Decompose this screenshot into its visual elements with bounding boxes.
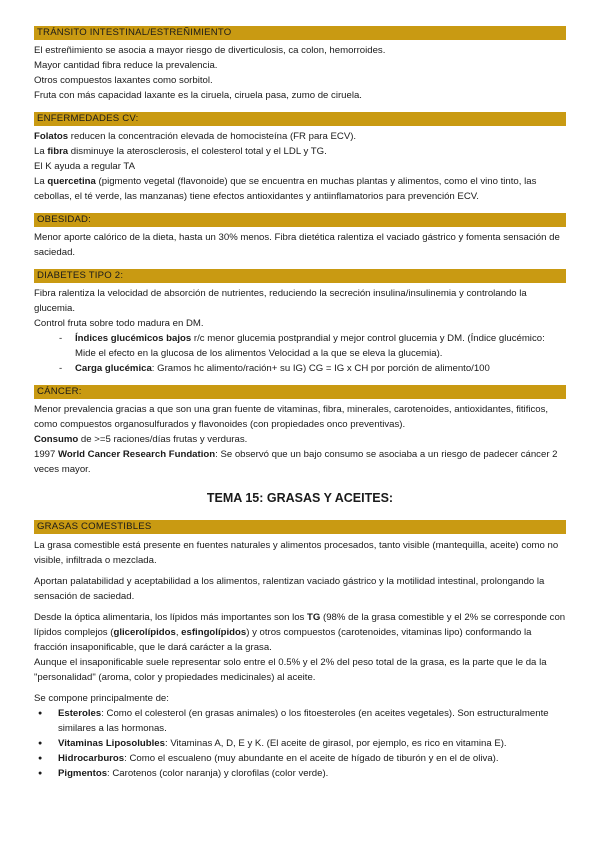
- text-span: : Como el escualeno (muy abundante en el aceite de hígado de tiburón y en el de oliva).: [124, 753, 499, 764]
- bullet-list: [34, 706, 566, 781]
- bold-term: glicerolípidos: [113, 627, 176, 638]
- text-line: Control fruta sobre todo madura en DM.: [34, 318, 204, 329]
- text-line: El K ayuda a regular TA: [34, 161, 135, 172]
- text-line: Otros compuestos laxantes como sorbitol.: [34, 75, 213, 86]
- text-paragraph: Aunque el insaponificable suele representar solo entre el 0.5% y el 2% del peso total de la grasa, es la parte que le da la "personalidad" (aroma, color y propiedades medicinales) al aceite.: [34, 657, 547, 683]
- section-heading: CÁNCER:: [34, 385, 566, 399]
- text-paragraph: Menor aporte calórico de la dieta, hasta un 30% menos. Fibra dietética ralentiza el vaciado gástrico y fomenta sensación de saciedad.: [34, 232, 560, 258]
- section-heading: ENFERMEDADES CV:: [34, 112, 566, 126]
- text-line: [34, 144, 566, 159]
- section-cancer: [34, 385, 566, 477]
- text-line: [34, 432, 566, 447]
- text-span: : Vitaminas A, D, E y K. (El aceite de girasol, por ejemplo, es rico en vitamina E).: [164, 738, 507, 749]
- text-span: disminuye la aterosclerosis, el colesterol total y el LDL y TG.: [68, 146, 327, 157]
- section-obesidad: [34, 213, 566, 260]
- text-paragraph: La grasa comestible está presente en fuentes naturales y alimentos procesados, tanto visible (mantequilla, aceite) como no visible, infiltrada o mezclada.: [34, 540, 559, 566]
- text-span: : Carotenos (color naranja) y clorofilas (color verde).: [107, 768, 329, 779]
- text-paragraph: Fibra ralentiza la velocidad de absorción de nutrientes, reduciendo la secreción insulina/insulinemia y controlando la glucemia.: [34, 288, 527, 314]
- text-paragraph: Menor prevalencia gracias a que son una gran fuente de vitaminas, fibra, minerales, carotenoides, antioxidantes, fitificos, como compuestos organosulfurados y flavonoides (con propiedades onco preventivas).: [34, 404, 549, 430]
- section-heading: GRASAS COMESTIBLES: [34, 520, 566, 534]
- bold-term: Folatos: [34, 131, 69, 142]
- text-span: r/c menor glucemia postprandial y mejor control glucemia y DM. (Índice glucémico: Mide el efecto en la glucosa de los alimentos Velocidad a la que se eleva la glucemia).: [75, 333, 545, 359]
- section-transito: [34, 26, 566, 103]
- bold-term: Pigmentos: [58, 768, 108, 779]
- text-span: de >=5 raciones/días frutas y verduras.: [78, 434, 248, 445]
- bold-term: World Cancer Research Fundation: [58, 449, 216, 460]
- bold-term: Carga glucémica: [75, 363, 152, 374]
- section-heading: OBESIDAD:: [34, 213, 566, 227]
- text-span: ) y otros compuestos (carotenoides, vitaminas lipo) conformando la fracción insaponificable, que le dará carácter a la grasa.: [34, 627, 532, 653]
- bold-term: TG: [307, 612, 321, 623]
- section-heading: DIABETES TIPO 2:: [34, 269, 566, 283]
- text-span: : Gramos hc alimento/ración+ su IG) CG = IG x CH por porción de alimento/100: [151, 363, 490, 374]
- text-span: ,: [175, 627, 182, 638]
- text-span: (98% de la grasa comestible y el 2% se corresponde con lípidos complejos (: [34, 612, 566, 638]
- text-paragraph: Aportan palatabilidad y aceptabilidad a los alimentos, ralentizan vaciado gástrico y la motilidad intestinal, prolongando la sensación de saciedad.: [34, 576, 545, 602]
- bold-term: Vitaminas Liposolubles: [58, 738, 165, 749]
- list-item: [59, 361, 566, 376]
- text-span: (pigmento vegetal (flavonoide) que se encuentra en muchas plantas y alimentos, como el vino tinto, las cebollas, el té verde, las manzanas) tiene efectos antioxidantes y antiinflamatorios para prevención ECV.: [34, 176, 537, 202]
- text-paragraph: [34, 447, 566, 477]
- bold-term: quercetina: [47, 176, 96, 187]
- bold-term: esfingolípidos: [181, 627, 247, 638]
- section-cv: [34, 112, 566, 204]
- text-span: La: [34, 146, 48, 157]
- section-diabetes: [34, 269, 566, 376]
- bold-term: Índices glucémicos bajos: [75, 333, 192, 344]
- bold-term: Hidrocarburos: [58, 753, 125, 764]
- text-line: El estreñimiento se asocia a mayor riesgo de diverticulosis, ca colon, hemorroides.: [34, 45, 386, 56]
- text-span: La: [34, 176, 48, 187]
- bold-term: Consumo: [34, 434, 79, 445]
- list-item: [59, 331, 566, 361]
- list-item: [38, 766, 566, 781]
- text-span: Desde la óptica alimentaria, los lípidos más importantes son los: [34, 612, 308, 623]
- bold-term: Esteroles: [58, 708, 102, 719]
- text-line: Fruta con más capacidad laxante es la ciruela, ciruela pasa, zumo de ciruela.: [34, 90, 362, 101]
- bold-term: fibra: [47, 146, 69, 157]
- text-span: : Se observó que un bajo consumo se asociaba a un riesgo de padecer cáncer 2 veces mayor.: [34, 449, 558, 475]
- page-title: TEMA 15: GRASAS Y ACEITES:: [206, 491, 394, 505]
- text-line: [34, 174, 566, 204]
- text-span: reducen la concentración elevada de homocisteína (FR para ECV).: [68, 131, 357, 142]
- list-item: [38, 736, 566, 751]
- text-line: Se compone principalmente de:: [34, 693, 169, 704]
- section-grasas: [34, 520, 566, 781]
- text-paragraph: [34, 610, 566, 655]
- text-span: : Como el colesterol (en grasas animales) o los fitoesteroles (en aceites vegetales). Son estructuralmente similares a las hormonas.: [58, 708, 549, 734]
- text-line: [34, 129, 566, 144]
- text-span: 1997: [34, 449, 59, 460]
- dash-list: [34, 331, 566, 376]
- text-line: Mayor cantidad fibra reduce la prevalencia.: [34, 60, 218, 71]
- list-item: [38, 706, 566, 736]
- section-heading: TRÁNSITO INTESTINAL/ESTREÑIMIENTO: [34, 26, 566, 40]
- list-item: [38, 751, 566, 766]
